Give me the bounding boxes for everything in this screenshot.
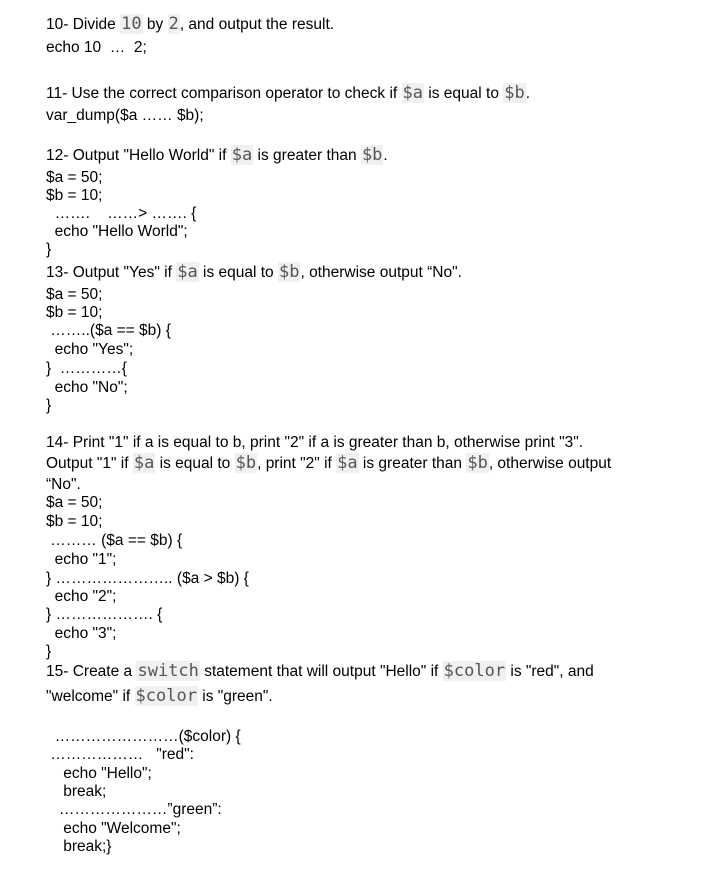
code-line: echo "2"; — [46, 588, 117, 605]
question-text: . — [383, 147, 388, 164]
inline-code: $b — [278, 262, 300, 282]
ex12-question — [46, 146, 388, 165]
code-line: break;} — [46, 838, 112, 855]
code-line: echo "Welcome"; — [46, 820, 181, 837]
code-line: echo "No"; — [46, 379, 128, 396]
inline-code: $b — [361, 145, 383, 165]
inline-code: $a — [337, 453, 358, 473]
code-line: } — [46, 643, 52, 660]
code-line: } ………………. { — [46, 606, 163, 623]
ex14-question-cont: “No". — [46, 476, 81, 493]
inline-code: switch — [137, 661, 199, 681]
question-text: 15- Create a — [46, 663, 137, 680]
code-line: } — [46, 397, 52, 414]
question-text: statement that will output "Hello" if — [199, 663, 443, 680]
code-line: ……………… "red": — [46, 746, 194, 763]
question-text: Output "1" if — [46, 455, 133, 472]
ex11-question — [46, 84, 530, 103]
question-text: 10- Divide — [46, 16, 121, 33]
code-line: echo "Yes"; — [46, 341, 134, 358]
question-text: , print "2" if — [257, 455, 337, 472]
ex15-question-cont — [46, 687, 273, 706]
ex10-question — [46, 15, 334, 34]
ex15-question — [46, 662, 594, 681]
question-text: , otherwise output “No". — [300, 264, 462, 281]
code-line: ……… ($a == $b) { — [46, 532, 183, 549]
question-text: is greater than — [358, 455, 467, 472]
inline-code: $a — [177, 262, 198, 282]
ex14-question — [46, 454, 611, 473]
code-line: …………………”green”: — [46, 801, 222, 818]
question-text: is equal to — [424, 85, 504, 102]
code-line: echo "Hello World"; — [46, 223, 188, 240]
code-line: } …………{ — [46, 360, 127, 377]
question-text: "welcome" if — [46, 688, 135, 705]
inline-code: $a — [231, 145, 253, 165]
inline-code: $color — [135, 686, 197, 706]
ex13-question — [46, 263, 462, 282]
question-text: 12- Output "Hello World" if — [46, 147, 231, 164]
inline-code: $a — [402, 83, 423, 103]
inline-code: $a — [133, 453, 155, 473]
question-text: , and output the result. — [179, 16, 335, 33]
code-line: echo "1"; — [46, 551, 117, 568]
question-text: 13- Output "Yes" if — [46, 264, 177, 281]
ex14-intro: 14- Print "1" if a is equal to b, print "2" if a is greater than b, otherwise print "3". — [46, 434, 584, 451]
code-line: $b = 10; — [46, 187, 103, 204]
inline-code: 2 — [168, 14, 179, 34]
question-text: is equal to — [198, 264, 278, 281]
inline-code: $b — [467, 453, 488, 473]
code-line: $a = 50; — [46, 286, 103, 303]
question-text: 11- Use the correct comparison operator to check if — [46, 85, 402, 102]
question-text: is equal to — [155, 455, 235, 472]
code-line: $b = 10; — [46, 304, 103, 321]
question-text: by — [142, 16, 168, 33]
inline-code: $b — [504, 83, 525, 103]
question-text: is "green". — [197, 688, 273, 705]
code-line: var_dump($a …… $b); — [46, 107, 204, 124]
code-line: echo 10 … 2; — [46, 39, 147, 56]
code-line: $a = 50; — [46, 494, 103, 511]
code-line: echo "Hello"; — [46, 765, 152, 782]
question-text: is greater than — [253, 147, 361, 164]
inline-code: $b — [235, 453, 257, 473]
code-line: } ………………….. ($a > $b) { — [46, 570, 249, 587]
code-line: ……………………($color) { — [46, 728, 241, 745]
code-line: ……. ……> ……. { — [46, 205, 197, 222]
question-text: . — [525, 85, 531, 102]
inline-code: 10 — [121, 14, 142, 34]
question-text: , otherwise output — [488, 455, 612, 472]
code-line: break; — [46, 783, 107, 800]
code-line: $a = 50; — [46, 169, 103, 186]
code-line: } — [46, 241, 52, 258]
inline-code: $color — [443, 661, 506, 681]
code-line: $b = 10; — [46, 513, 103, 530]
code-line: ……..($a == $b) { — [46, 322, 171, 339]
code-line: echo "3"; — [46, 625, 117, 642]
question-text: is "red", and — [506, 663, 594, 680]
